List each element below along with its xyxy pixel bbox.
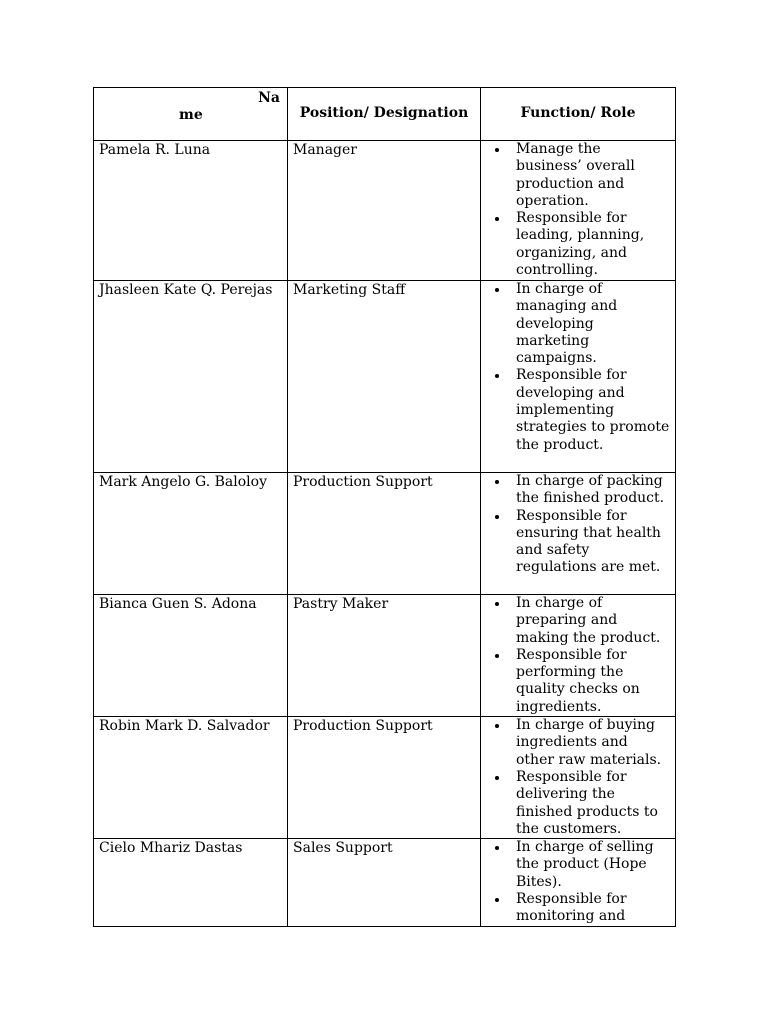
role-item: • In charge of preparing and making the product. <box>509 595 670 647</box>
role-item: • Responsible for developing and implementing strategies to promote the product. <box>509 367 670 453</box>
cell-name: Mark Angelo G. Baloloy <box>94 473 288 595</box>
header-function: Function/ Role <box>481 88 676 141</box>
header-name-part2: me <box>179 107 203 123</box>
role-item: • Manage the business’ overall production and operation. <box>509 141 670 210</box>
cell-position: Sales Support <box>288 839 481 927</box>
role-item: • In charge of selling the product (Hope Bites). <box>509 839 670 891</box>
table-row <box>94 839 676 927</box>
role-item: • Responsible for monitoring and <box>509 891 670 926</box>
role-item: • In charge of packing the finished product. <box>509 473 670 508</box>
cell-roles <box>481 141 676 281</box>
table-row <box>94 717 676 839</box>
cell-roles <box>481 839 676 927</box>
role-item: • Responsible for leading, planning, organizing, and controlling. <box>509 210 670 279</box>
cell-position: Production Support <box>288 473 481 595</box>
cell-position: Marketing Staff <box>288 281 481 473</box>
cell-name: Bianca Guen S. Adona <box>94 595 288 717</box>
cell-roles <box>481 473 676 595</box>
role-item: • Responsible for ensuring that health and safety regulations are met. <box>509 508 670 577</box>
header-name <box>94 88 288 141</box>
table-row <box>94 281 676 473</box>
table-row <box>94 473 676 595</box>
cell-name: Jhasleen Kate Q. Perejas <box>94 281 288 473</box>
role-item: • Responsible for performing the quality checks on ingredients. <box>509 647 670 716</box>
roles-table <box>93 87 676 927</box>
cell-position: Manager <box>288 141 481 281</box>
cell-roles <box>481 595 676 717</box>
header-name-part1: Na <box>258 90 280 106</box>
cell-position: Pastry Maker <box>288 595 481 717</box>
cell-roles <box>481 717 676 839</box>
role-item: • In charge of managing and developing marketing campaigns. <box>509 281 670 367</box>
cell-position: Production Support <box>288 717 481 839</box>
header-position: Position/ Designation <box>288 88 481 141</box>
role-item: • In charge of buying ingredients and other raw materials. <box>509 717 670 769</box>
cell-name: Cielo Mhariz Dastas <box>94 839 288 927</box>
table-row <box>94 141 676 281</box>
table-header-row <box>94 88 676 141</box>
cell-name: Robin Mark D. Salvador <box>94 717 288 839</box>
cell-roles <box>481 281 676 473</box>
table-row <box>94 595 676 717</box>
cell-name: Pamela R. Luna <box>94 141 288 281</box>
role-item: • Responsible for delivering the finished products to the customers. <box>509 769 670 838</box>
